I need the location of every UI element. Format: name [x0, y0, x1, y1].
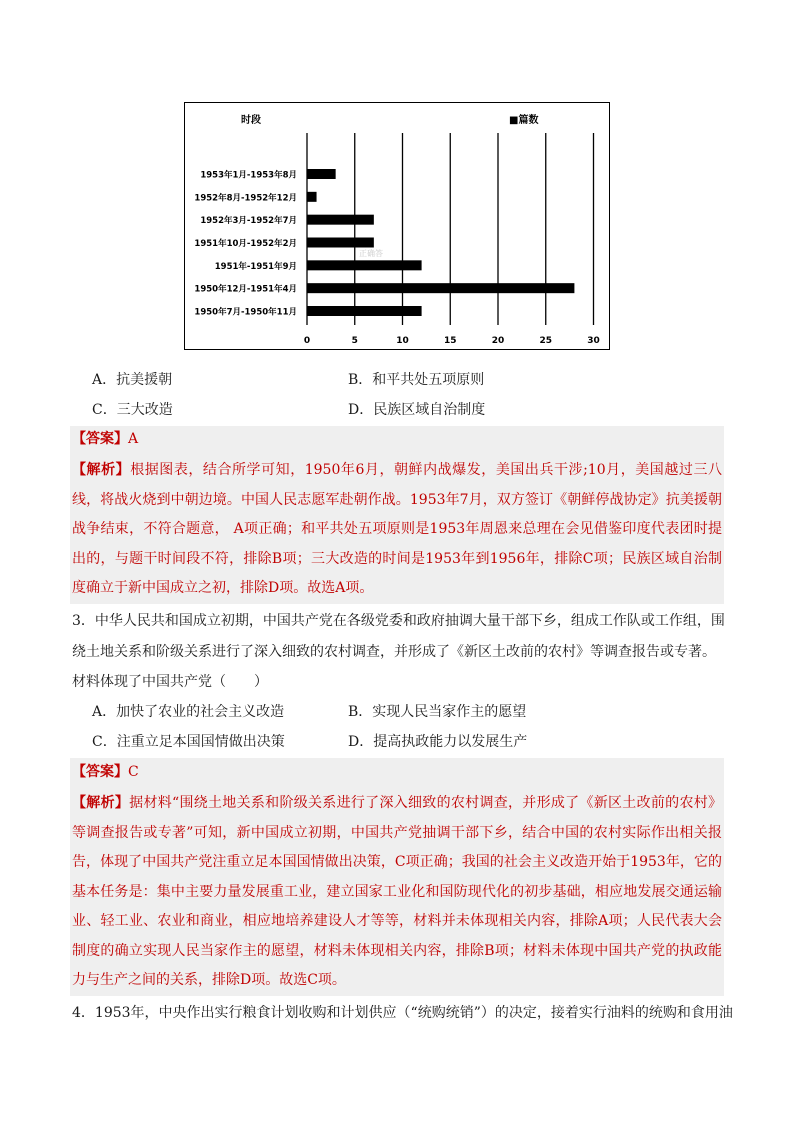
q2-option-b: B．和平共处五项原则 [348, 372, 485, 388]
chart-header: 时段 [241, 115, 261, 126]
chart-legend: ■篇数 [509, 115, 539, 126]
analysis-tag: 【解析】 [72, 462, 131, 478]
q2-analysis [72, 456, 722, 604]
bar [307, 169, 336, 179]
bar [307, 283, 574, 293]
q3-option-c: C．注重立足本国国情做出决策 [92, 734, 285, 750]
category-label: 1950年7月-1950年11月 [194, 307, 297, 318]
answer-tag: 【答案】 [72, 764, 128, 780]
x-tick-label: 30 [587, 336, 600, 346]
category-label: 1951年10月-1952年2月 [194, 239, 297, 249]
category-label: 1952年8月-1952年12月 [194, 193, 297, 204]
q2-option-a: A．抗美援朝 [92, 372, 173, 388]
q3-option-b: B．实现人民当家作主的愿望 [348, 704, 527, 720]
chart-canvas [185, 103, 611, 351]
x-tick-label: 15 [443, 336, 457, 346]
category-label: 1951年-1951年9月 [214, 261, 297, 272]
x-tick-label: 25 [539, 336, 553, 346]
x-tick-label: 10 [396, 336, 409, 346]
x-tick-label: 0 [303, 336, 311, 346]
bar [307, 260, 422, 270]
q2-option-d: D．民族区域自治制度 [348, 402, 486, 418]
category-label: 1953年1月-1953年8月 [200, 170, 297, 181]
x-tick-label: 5 [351, 336, 358, 346]
category-label: 1950年12月-1951年4月 [194, 284, 297, 295]
bar [307, 306, 422, 316]
bar [307, 192, 317, 202]
watermark: 正确答 [359, 249, 383, 258]
category-label: 1952年3月-1952年7月 [200, 216, 297, 227]
bar-chart [184, 102, 610, 350]
answer-value: A [128, 431, 139, 447]
bar [307, 238, 374, 248]
analysis-text: 据材料“围绕土地关系和阶级关系进行了深入细致的农村调查，并形成了《新区土改前的农村》等调查报告或专著”可知，新中国成立初期，中国共产党抽调干部下乡，结合中国的农村实际作出相关报告，体现了中国共产党注重立足本国国情做出决策，C项正确；我国的社会主义改造开始于1953年，它的基本任务是：集中主要力量发展重工业，建立国家工业化和国防现代化的初步基础，相应地发展交通运输业、轻工业、农业和商业，相应地培养建设人才等等，材料并未体现相关内容，排除A项；人民代表大会制度的确立实现人民当家作主的愿望，材料未体现相关内容，排除B项；材料未体现中国共产党的执政能力与生产之间的关系，排除D项。故选C项。 [72, 795, 723, 988]
q4-stem-line-1: 4．1953年，中央作出实行粮食计划收购和计划供应（“统购统销”）的决定，接着实行油料的统购和食用油 [72, 1005, 733, 1021]
bar [307, 215, 374, 225]
q3-analysis [72, 789, 722, 996]
q3-stem-line-1: 3．中华人民共和国成立初期，中国共产党在各级党委和政府抽调大量干部下乡，组成工作队或工作组，围 [72, 613, 725, 629]
q2-option-c: C．三大改造 [92, 402, 173, 418]
x-tick-label: 20 [491, 336, 505, 346]
q2-answer [72, 429, 138, 449]
answer-tag: 【答案】 [72, 431, 128, 447]
answer-value: C [128, 764, 139, 780]
analysis-text: 根据图表，结合所学可知，1950年6月，朝鲜内战爆发，美国出兵干涉;10月，美国越过三八线，将战火烧到中朝边境。中国人民志愿军赴朝作战。1953年7月，双方签订《朝鲜停战协定》抗美援朝战争结束，不符合题意， A项正确；和平共处五项原则是1953年周恩来总理在会见借鉴印度代表团时提出的，与题干时间段不符，排除B项；三大改造的时间是1953年到1956年，排除C项；民族区域自治制度确立于新中国成立之初，排除D项。故选A项。 [72, 462, 722, 596]
q3-option-d: D．提高执政能力以发展生产 [348, 734, 528, 750]
q3-stem-line-3: 材料体现了中国共产党（ ） [72, 674, 268, 690]
q3-option-a: A．加快了农业的社会主义改造 [92, 704, 285, 720]
analysis-tag: 【解析】 [72, 795, 130, 811]
q3-stem-line-2: 绕土地关系和阶级关系进行了深入细致的农村调查，并形成了《新区土改前的农村》等调查报告或专著。 [72, 644, 716, 660]
q3-answer [72, 762, 139, 782]
